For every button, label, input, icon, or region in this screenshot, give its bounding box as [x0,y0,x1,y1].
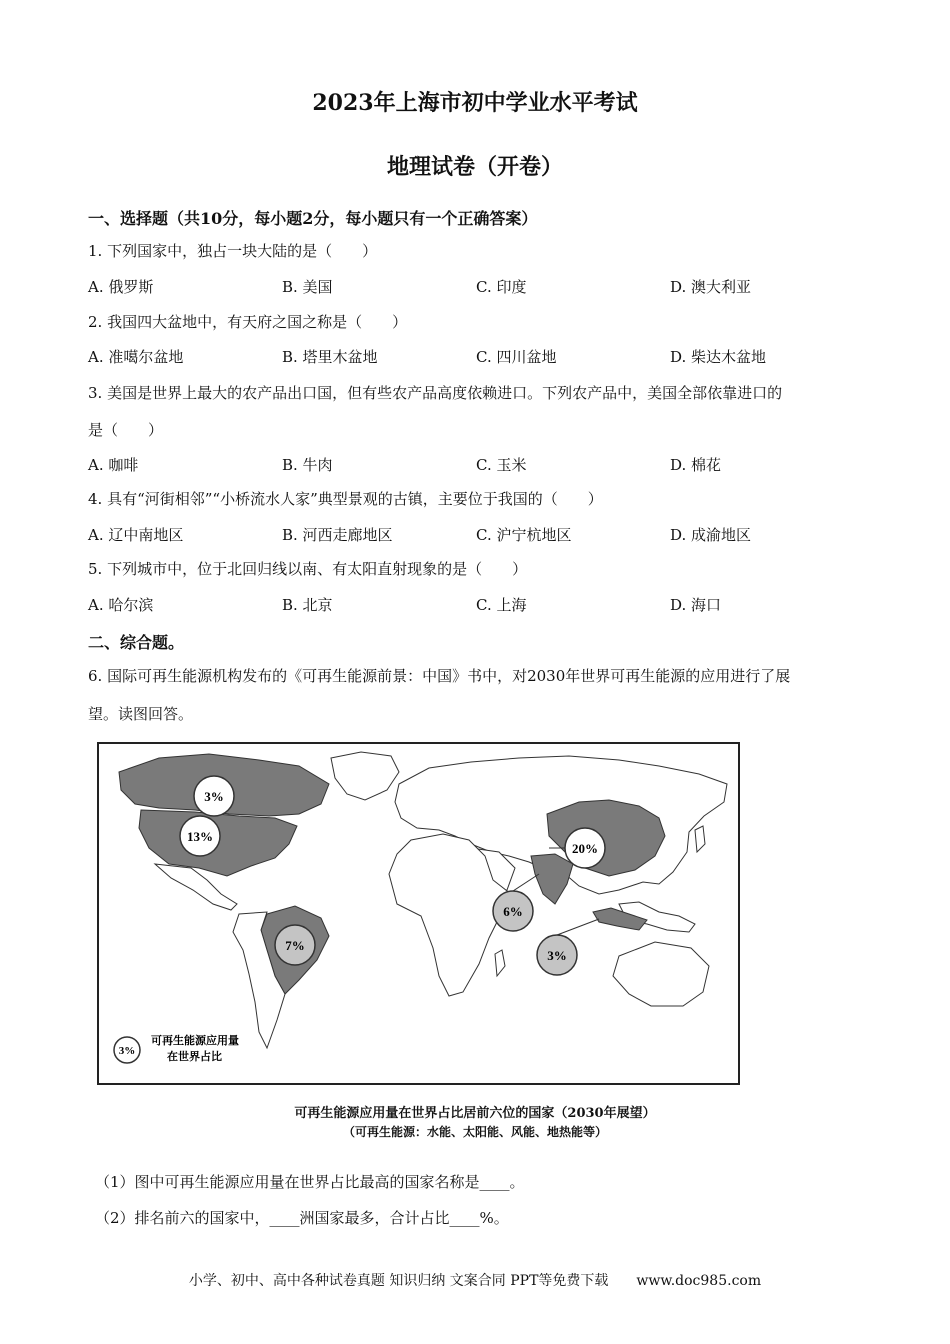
map-caption-note: （可再生能源：水能、太阳能、风能、地热能等） [342,1125,607,1139]
question-5-option-a: A. 哈尔滨 [88,596,154,614]
question-2-stem: 2. 我国四大盆地中，有天府之国之称是（ ） [88,313,408,331]
question-3-option-b: B. 牛肉 [282,456,333,474]
india-shape [531,854,573,904]
page-subtitle: 地理试卷（开卷） [386,154,563,180]
question-6-subquestion-1: （1）图中可再生能源应用量在世界占比最高的国家名称是____。 [95,1173,525,1191]
question-2-option-d: D. 柴达木盆地 [670,348,767,366]
question-1-option-c: C. 印度 [476,278,527,296]
question-3-option-c: C. 玉米 [476,456,527,474]
question-4-option-a: A. 辽中南地区 [88,526,184,544]
question-3-option-a: A. 咖啡 [88,456,139,474]
question-6-subquestion-2: （2）排名前六的国家中，____洲国家最多，合计占比____%。 [95,1209,509,1227]
question-4-stem: 4. 具有“河街相邻”“小桥流水人家”典型景观的古镇，主要位于我国的（ ） [88,490,603,508]
section-heading-choice: 一、选择题（共10分，每小题2分，每小题只有一个正确答案） [88,209,538,228]
question-6-stem: 6. 国际可再生能源机构发布的《可再生能源前景：中国》书中，对2030年世界可再生能源的应用进行了展 [88,667,791,685]
canada-percent-label: 3% [204,789,224,804]
question-1-option-d: D. 澳大利亚 [670,278,752,296]
footer-text: 小学、初中、高中各种试卷真题 知识归纳 文案合同 PPT等免费下载 [188,1273,609,1289]
question-1-option-b: B. 美国 [282,278,333,296]
world-map [99,744,738,1083]
question-3-option-d: D. 棉花 [670,456,722,474]
india-percent-label: 6% [503,904,523,919]
madagascar-shape [495,950,505,976]
question-5-option-d: D. 海口 [670,596,722,614]
page-title: 2023年上海市初中学业水平考试 [312,90,638,116]
legend-value: 3% [118,1045,136,1057]
question-5-option-b: B. 北京 [282,596,333,614]
question-2-option-c: C. 四川盆地 [476,348,557,366]
question-3-stem-continued: 是（ ） [88,421,164,439]
footer-url[interactable]: www.doc985.com [636,1273,762,1289]
brazil-percent-label: 7% [285,938,305,953]
japan-shape [695,826,705,852]
usa-percent-label: 13% [187,829,213,844]
question-6-stem-continued: 望。读图回答。 [88,705,194,723]
world-map-figure [97,742,740,1085]
question-4-option-b: B. 河西走廊地区 [282,526,393,544]
question-5-stem: 5. 下列城市中，位于北回归线以南、有太阳直射现象的是（ ） [88,560,528,578]
question-4-option-d: D. 成渝地区 [670,526,752,544]
page-footer [0,1270,950,1290]
question-5-option-c: C. 上海 [476,596,527,614]
indonesia-percent-label: 3% [547,948,567,963]
china-percent-label: 20% [572,841,598,856]
legend-text-line2: 在世界占比 [167,1050,222,1063]
question-2-option-b: B. 塔里木盆地 [282,348,378,366]
map-caption: 可再生能源应用量在世界占比居前六位的国家（2030年展望） [294,1106,656,1121]
greenland-shape [331,752,399,800]
question-4-option-c: C. 沪宁杭地区 [476,526,572,544]
question-2-option-a: A. 准噶尔盆地 [88,348,184,366]
question-1-stem: 1. 下列国家中，独占一块大陆的是（ ） [88,242,378,260]
legend-text-line1: 可再生能源应用量 [151,1034,239,1047]
question-1-option-a: A. 俄罗斯 [88,278,154,296]
australia-shape [613,942,709,1006]
question-3-stem: 3. 美国是世界上最大的农产品出口国，但有些农产品高度依赖进口。下列农产品中，美国全部依靠进口的 [88,384,783,402]
section-heading-comprehensive: 二、综合题。 [88,633,185,652]
